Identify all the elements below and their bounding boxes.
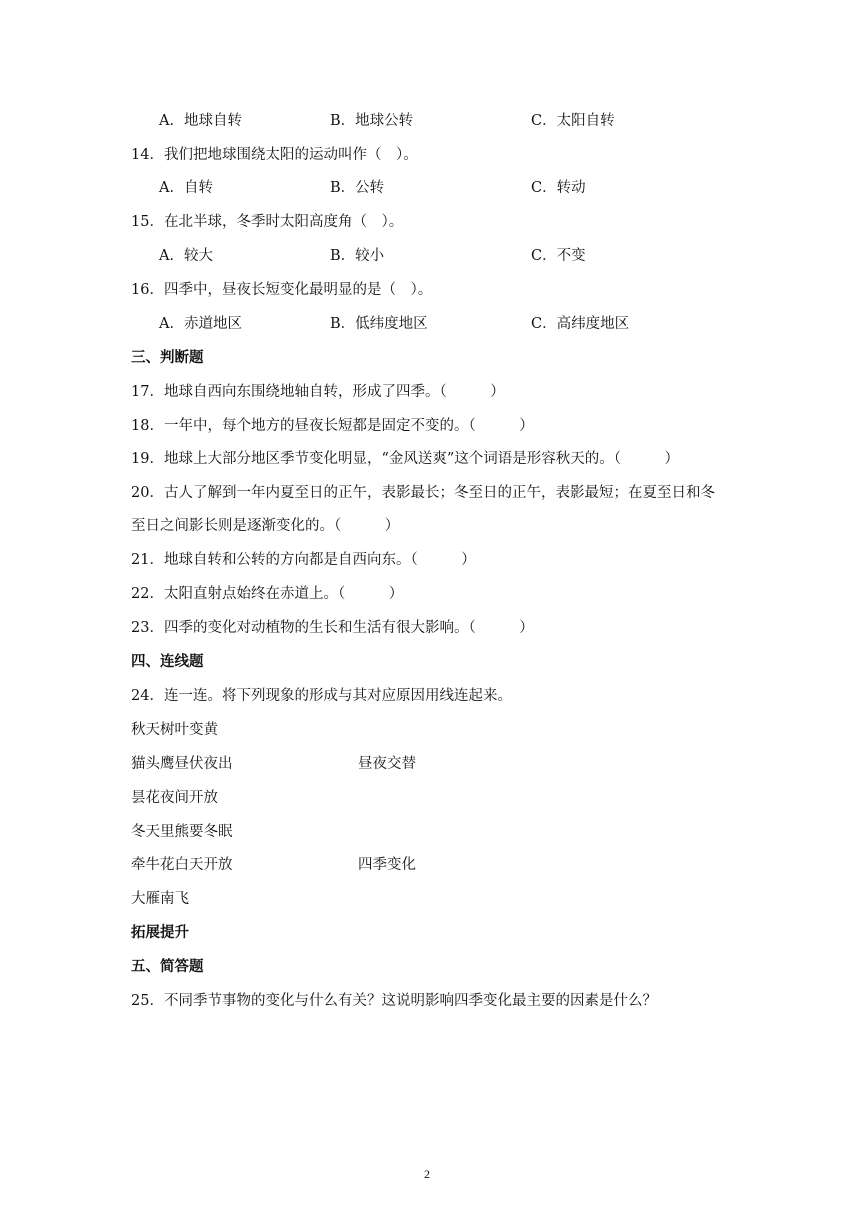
q16-option-c: C．高纬度地区 <box>531 316 630 332</box>
q16-stem: 16．四季中，昼夜长短变化最明显的是（ ）。 <box>131 282 433 298</box>
q14-option-a: A．自转 <box>159 180 213 196</box>
extension-heading: 拓展提升 <box>131 924 189 941</box>
q19: 19．地球上大部分地区季节变化明显，“金风送爽”这个词语是形容秋天的。（ ） <box>131 451 680 467</box>
q15-option-c: C．不变 <box>531 248 586 264</box>
q14-stem: 14．我们把地球围绕太阳的运动叫作（ ）。 <box>131 147 418 163</box>
section-heading-matching: 四、连线题 <box>131 653 204 670</box>
q14-option-c: C．转动 <box>531 180 586 196</box>
phenomenon-item: 秋天树叶变黄 <box>131 722 218 738</box>
phenomenon-item: 牵牛花白天开放 <box>131 857 233 873</box>
q23: 23．四季的变化对动植物的生长和生活有很大影响。（ ） <box>131 620 534 636</box>
phenomenon-item: 昙花夜间开放 <box>131 790 218 806</box>
q13-option-c: C．太阳自转 <box>531 113 615 129</box>
q15-stem: 15．在北半球，冬季时太阳高度角（ ）。 <box>131 214 404 230</box>
q16-option-a: A．赤道地区 <box>159 316 242 332</box>
q17: 17．地球自西向东围绕地轴自转，形成了四季。（ ） <box>131 384 505 400</box>
q20-line-2: 至日之间影长则是逐渐变化的。（ ） <box>131 518 400 534</box>
q13-option-b: B．地球公转 <box>330 113 414 129</box>
q15-option-a: A．较大 <box>159 248 213 264</box>
q18: 18．一年中，每个地方的昼夜长短都是固定不变的。（ ） <box>131 418 534 434</box>
cause-item: 四季变化 <box>358 857 416 873</box>
cause-item: 昼夜交替 <box>358 756 416 772</box>
q13-option-a: A．地球自转 <box>159 113 242 129</box>
q22: 22．太阳直射点始终在赤道上。（ ） <box>131 586 404 602</box>
q25: 25．不同季节事物的变化与什么有关？这说明影响四季变化最主要的因素是什么？ <box>131 993 657 1009</box>
q15-option-b: B．较小 <box>330 248 385 264</box>
phenomenon-item: 大雁南飞 <box>131 891 189 907</box>
q16-option-b: B．低纬度地区 <box>330 316 428 332</box>
q21: 21．地球自转和公转的方向都是自西向东。（ ） <box>131 552 476 568</box>
phenomenon-item: 冬天里熊要冬眠 <box>131 824 233 840</box>
phenomenon-item: 猫头鹰昼伏夜出 <box>131 756 233 772</box>
q24-stem: 24．连一连。将下列现象的形成与其对应原因用线连起来。 <box>131 688 512 704</box>
q20-line-1: 20．古人了解到一年内夏至日的正午，表影最长；冬至日的正午，表影最短；在夏至日和冬 <box>131 485 715 501</box>
q14-option-b: B．公转 <box>330 180 385 196</box>
section-heading-short-answer: 五、简答题 <box>131 958 204 975</box>
section-heading-judgement: 三、判断题 <box>131 349 204 366</box>
page-number: 2 <box>424 1167 430 1181</box>
